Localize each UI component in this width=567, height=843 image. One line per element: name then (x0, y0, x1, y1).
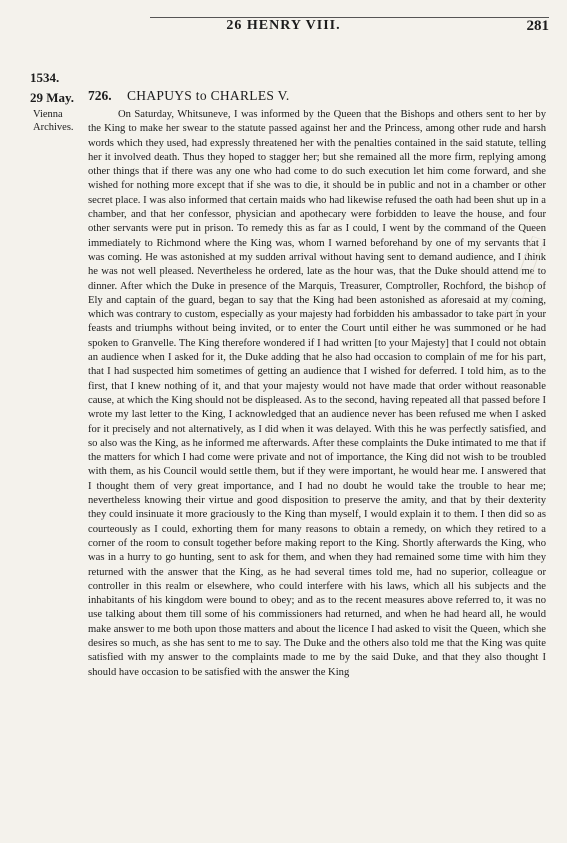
entry-body (88, 108, 546, 680)
entry-heading (88, 88, 290, 104)
entry-title: CHAPUYS to CHARLES V. (127, 88, 290, 103)
margin-place: Vienna Archives. (33, 109, 74, 133)
margin-date: 29 May. (30, 90, 75, 105)
running-head: 26 HENRY VIII. (226, 18, 341, 33)
page-number: 281 (526, 18, 549, 34)
body-paragraph: On Saturday, Whitsuneve, I was informed by the Queen that the Bishops and others sent to her by the King to make her swear to the statute passed against her and the Princess, among other rude and harsh words which they used, had expressly threatened her with the penalties contained in the said statute, telling her it involved death. Thus they hoped to stagger her; but she remained all the more firm, replying among other things that if there was any one who had come to do such execution let him come forward, and she wished for nothing more except that if she was to die, it should be in public and not in a chamber or other secret place. I was also informed that certain maids who had likewise refused the oath had been shut up in a chamber, and that her confessor, physician and apothecary were forbidden to leave the house, and four other servants were put in prison. To remedy this as far as I could, I went by the command of the Queen immediately to Richmond where the King was, whom I warned beforehand by one of my servants that I was coming. He was astonished at my sudden arrival without having sent to demand audience, and I think he was not well pleased. Nevertheless he ordered, late as the hour was, that the Duke should attend me to dinner. After which the Duke in presence of the Marquis, Treasurer, Comptroller, Rochford, the bishop of Ely and captain of the guard, began to say that the King had been astonished as aforesaid at my coming, which was contrary to custom, especially as your majesty had forbidden his ambassador to take part in your feasts and triumphs without being invited, or to enter the Court until either he was summoned or he had spoken to Granvelle. The King therefore wondered if I had written [to your Majesty] that I could not obtain an audience when I asked for it, the Duke adding that he also had occasion to complain of me for his part, that I had suspected him sometimes of getting an audience that I wished for deferred. I told him, as to the first, that I knew nothing of it, and that your majesty would not have made that order without reasonable cause, at which the King should not be displeased. As to the second, having repeated all that passed before I wrote my last letter to the King, I acknowledged that an audience never has been refused me when I asked for it precisely and not alternatively, as I did when it was delayed. With this he was perfectly satisfied, and so also was the King, as he informed me afterwards. After these complaints the Duke intimated to me that if the matters for which I had come were private and not of importance, the King did not wish to be troubled with them, as his Council would settle them, but if they were important, he would hear me. I answered that I thought them of very great importance, and I had no doubt he would take the trouble to hear me; nevertheless knowing their virtue and good disposition to preserve the amity, and that by their dexterity they could insinuate it more graciously to the King than myself, I would explain it to them. I then did so as courteously as I could, exhorting them for many reasons to obtain a remedy, on which they retired to a corner of the room to consult together before making report to the King. Shortly afterwards the King, who was in a hurry to go hunting, sent to ask for them, and when they had remained some time with him they returned with the answer that the King, as he had several times told me, had no superior, colleague or controller in this realm or elsewhere, who could interfere with his laws, which all his subjects and the inhabitants of his kingdom were bound to obey; and as to the recent measures above referred to, it was no use talking about them till some of his commissioners had returned, and when he had heard all, he would make answer to me both upon those matters and about the licence I had asked to visit the Queen, which she desires so much, as she has sent to me to say. The Duke and the others also told me that the King was quite satisfied with my answer to the complaints made to me by the said Duke, and that they also thought I should have occasion to be satisfied with the answer the King (88, 109, 546, 678)
entry-number: 726. (88, 88, 112, 103)
margin-year: 1534. (30, 70, 60, 85)
